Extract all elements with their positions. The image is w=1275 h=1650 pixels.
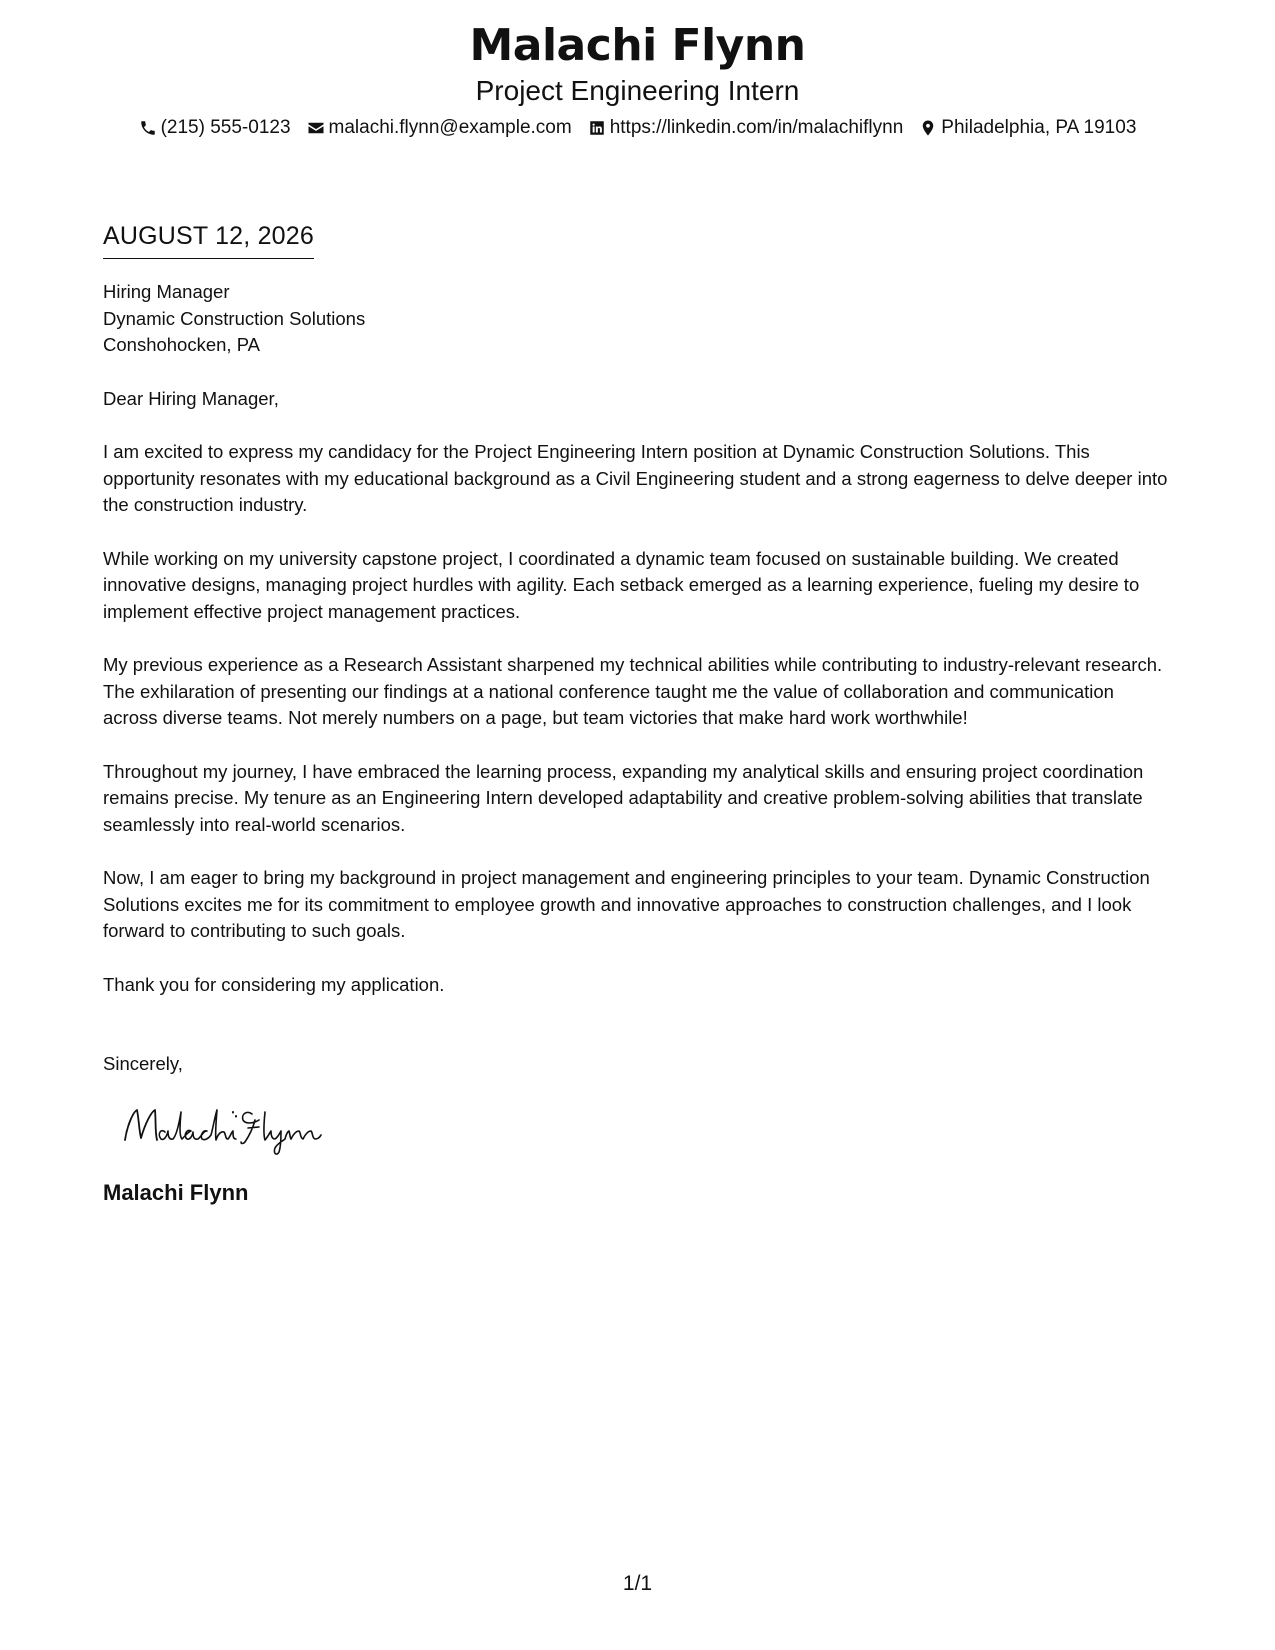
page-indicator: 1/1 <box>622 1572 653 1595</box>
recipient-block <box>103 279 1173 359</box>
location-text: Philadelphia, PA 19103 <box>941 117 1137 138</box>
linkedin-text: https://linkedin.com/in/malachiflynn <box>609 117 904 138</box>
envelope-icon <box>307 119 325 137</box>
closing: Sincerely, <box>103 1053 183 1074</box>
letter-body <box>103 220 1173 1207</box>
recipient-line: Conshohocken, PA <box>103 334 261 355</box>
letter-header <box>0 18 1275 141</box>
body-paragraph: Now, I am eager to bring my background in project management and engineering principles to your team. Dynamic Construction Solutions excites me for its commitment to employee growth and innovative approaches to construction challenges, and I look forward to contributing to such goals. <box>103 867 1150 941</box>
body-paragraph: Thank you for considering my application. <box>103 973 445 995</box>
salutation: Dear Hiring Manager, <box>103 387 279 409</box>
contact-linkedin[interactable] <box>588 115 904 141</box>
applicant-title: Project Engineering Intern <box>475 75 800 106</box>
letter-date: AUGUST 12, 2026 <box>103 220 314 259</box>
body-paragraph: Throughout my journey, I have embraced the learning process, expanding my analytical skills and ensuring project coordination remains precise. My tenure as an Engineering Intern developed adaptability and creative problem-solving abilities that translate seamlessly into real-world scenarios. <box>103 760 1144 835</box>
map-marker-icon <box>919 119 937 137</box>
contact-phone[interactable] <box>139 115 291 141</box>
recipient-line: Hiring Manager <box>103 281 230 302</box>
phone-icon <box>139 119 157 137</box>
handwritten-signature <box>119 1098 359 1156</box>
applicant-name: Malachi Flynn <box>469 20 806 71</box>
contact-email[interactable] <box>307 115 572 141</box>
phone-text: (215) 555-0123 <box>160 117 291 138</box>
linkedin-icon <box>588 119 606 137</box>
contact-bar <box>0 115 1275 141</box>
contact-location <box>919 115 1136 141</box>
signer-name: Malachi Flynn <box>103 1180 249 1205</box>
body-paragraph: While working on my university capstone project, I coordinated a dynamic team focused on sustainable building. We created innovative designs, managing project hurdles with agility. Each setback emerged as a learning experience, fueling my desire to implement effective project management practices. <box>103 547 1140 622</box>
body-paragraph: My previous experience as a Research Assistant sharpened my technical abilities while contributing to industry-relevant research. The exhilaration of presenting our findings at a national conference taught me the value of collaboration and communication across diverse teams. Not merely numbers on a page, but team victories that make hard work worthwhile! <box>103 654 1163 728</box>
body-paragraph: I am excited to express my candidacy for the Project Engineering Intern position at Dynamic Construction Solutions. This opportunity resonates with my educational background as a Civil Engineering student and a strong eagerness to delve deeper into the construction industry. <box>103 441 1168 515</box>
email-text: malachi.flynn@example.com <box>328 117 572 138</box>
recipient-line: Dynamic Construction Solutions <box>103 307 366 329</box>
